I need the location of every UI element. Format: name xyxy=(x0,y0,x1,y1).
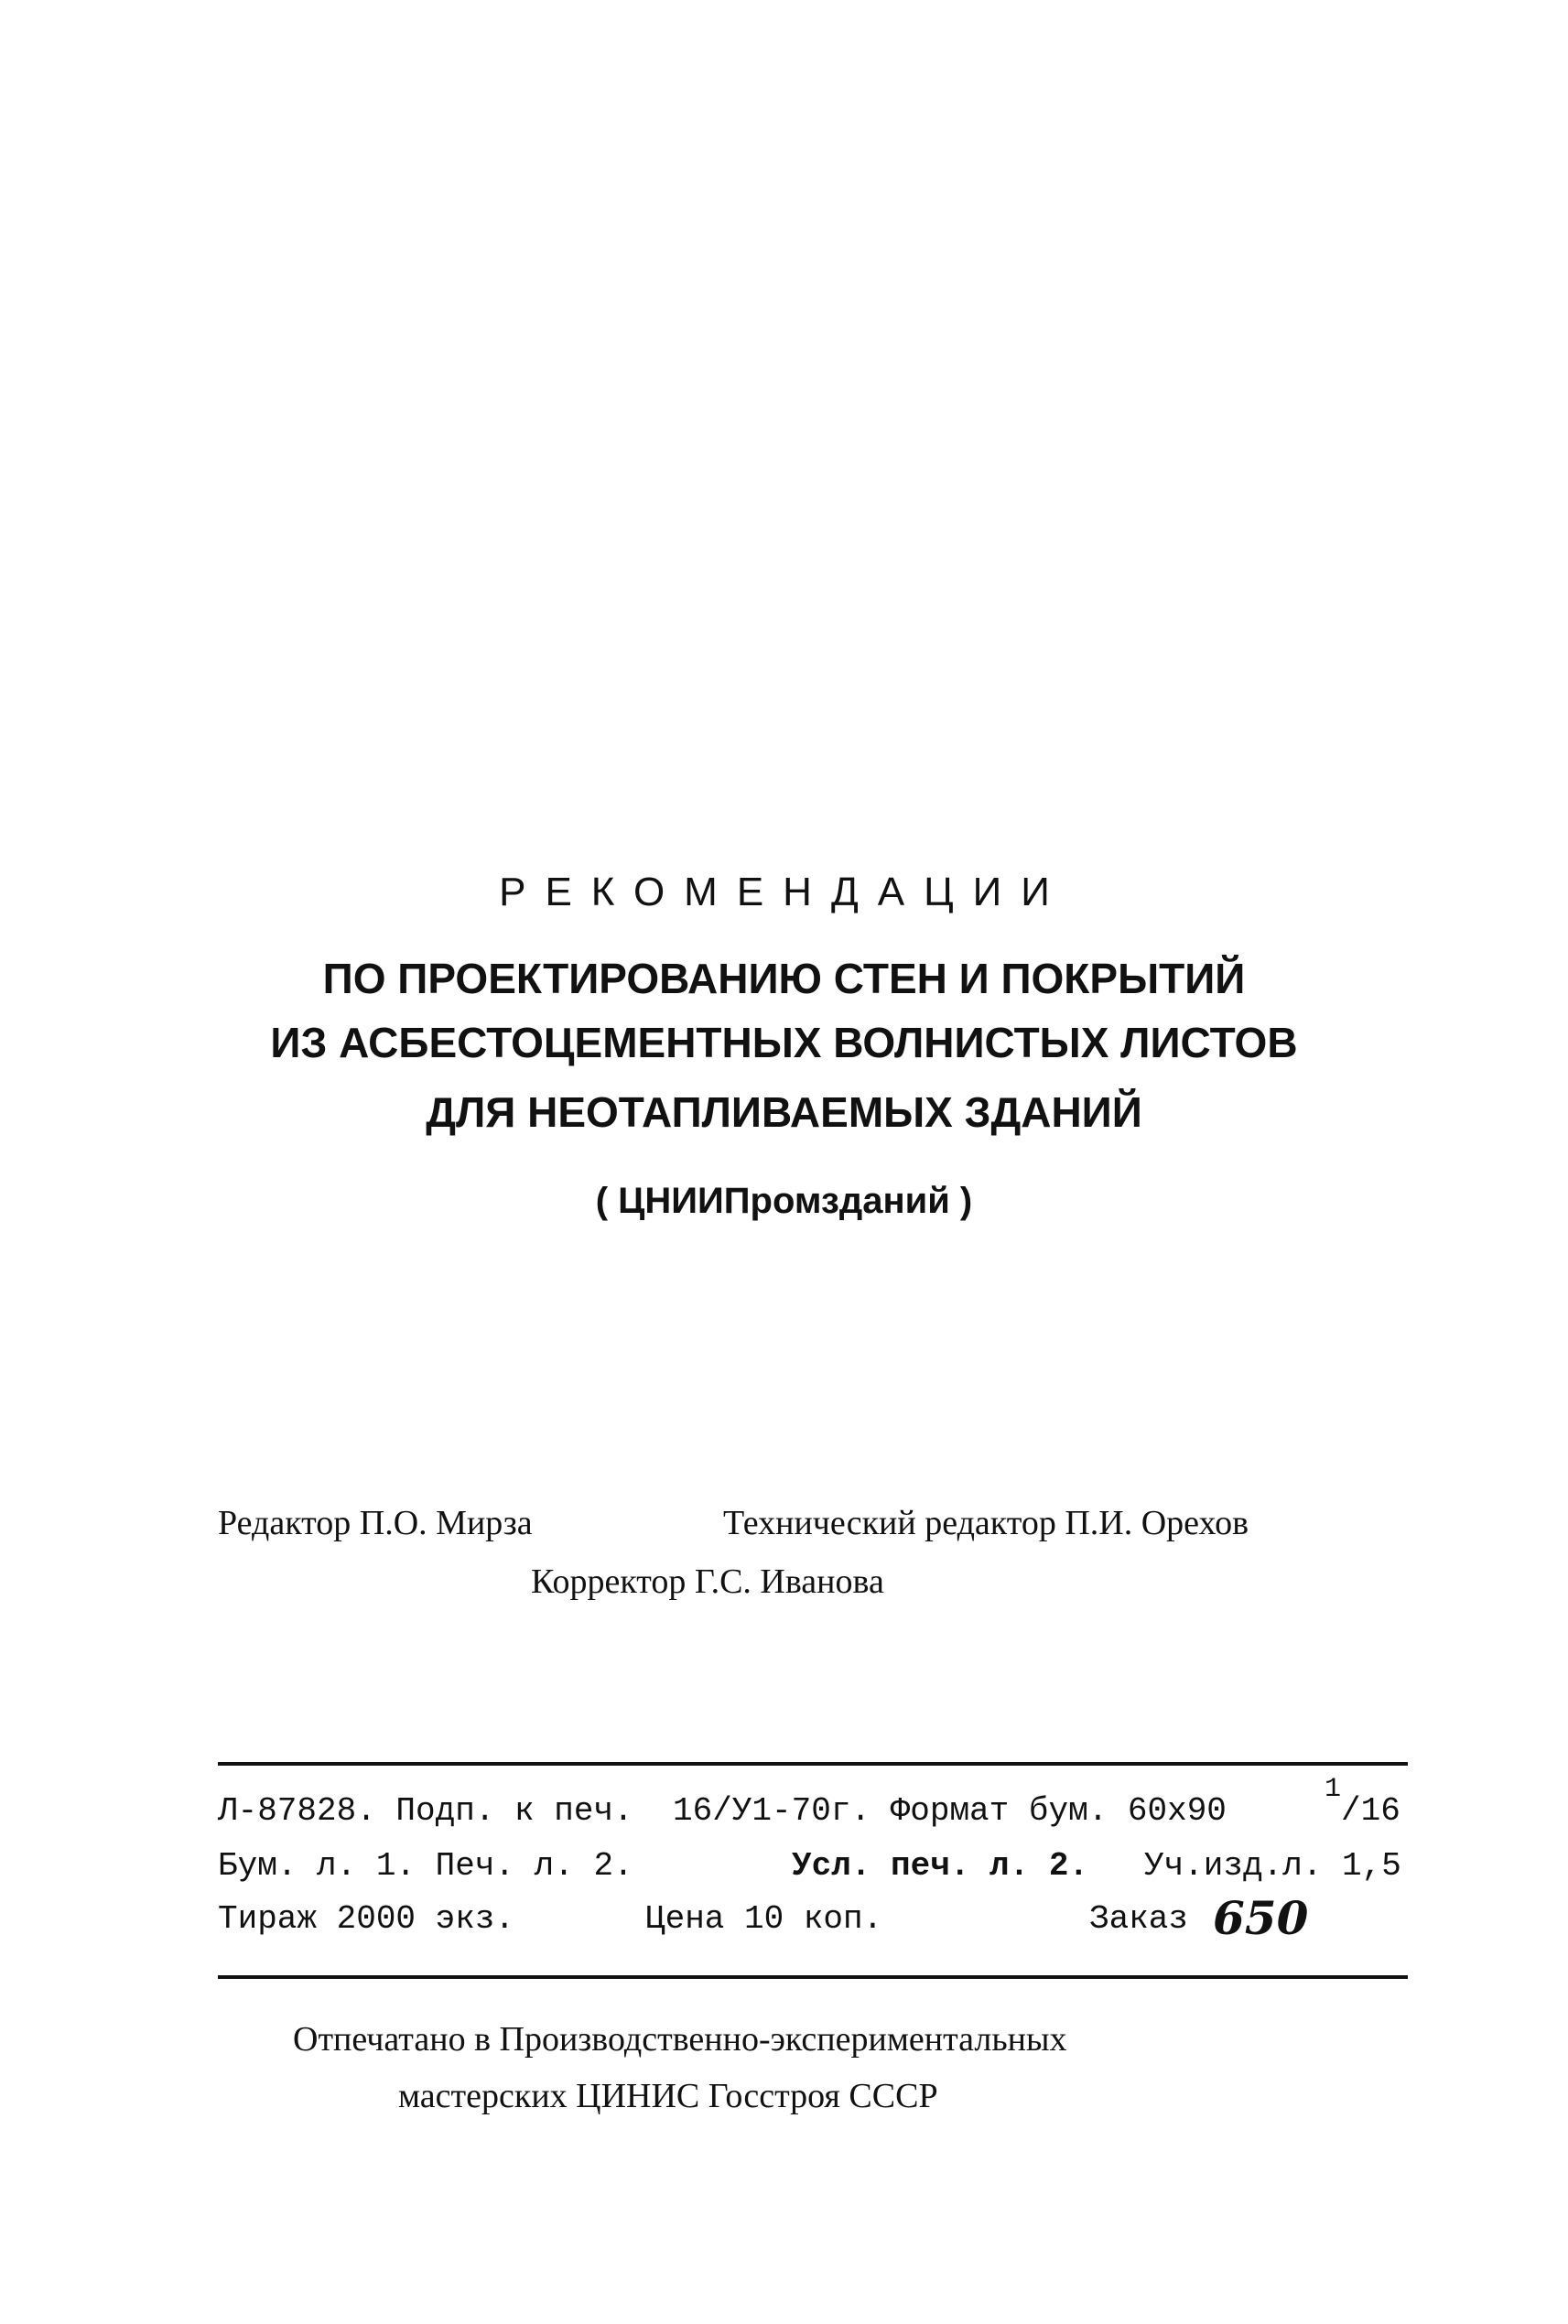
imprint-conventional-sheets: Усл. печ. л. 2. xyxy=(792,1847,1089,1885)
imprint-order-label: Заказ xyxy=(1089,1900,1189,1938)
title-line-2: ИЗ АСБЕСТОЦЕМЕНТНЫХ ВОЛНИСТЫХ ЛИСТОВ xyxy=(270,1019,1298,1066)
tech-editor-credit: Технический редактор П.И. Орехов xyxy=(723,1504,1249,1542)
imprint-sheets: Бум. л. 1. Печ. л. 2. xyxy=(218,1847,633,1885)
document-heading: РЕКОМЕНДАЦИИ xyxy=(499,870,1069,914)
imprint-format: 16/У1-70г. Формат бум. 60х90 xyxy=(673,1792,1227,1830)
printer-line-1: Отпечатано в Производственно-экспериментальных xyxy=(293,2020,1067,2059)
title-line-1: ПО ПРОЕКТИРОВАНИЮ СТЕН И ПОКРЫТИЙ xyxy=(322,955,1246,1002)
imprint-print-run: Тираж 2000 экз. xyxy=(218,1900,515,1938)
imprint-price: Цена 10 коп. xyxy=(645,1900,883,1938)
organization-name: ( ЦНИИПромзданий ) xyxy=(595,1181,973,1221)
imprint-order-number: 650 xyxy=(1213,1891,1309,1945)
printer-line-2: мастерских ЦИНИС Госстроя СССР xyxy=(398,2077,938,2115)
imprint-format-fraction-numerator: 1 xyxy=(1325,1774,1342,1805)
editor-credit: Редактор П.О. Мирза xyxy=(218,1504,533,1542)
imprint-format-fraction-denominator: /16 xyxy=(1341,1792,1400,1830)
divider-top xyxy=(218,1762,1408,1766)
imprint-publishing-sheets: Уч.изд.л. 1,5 xyxy=(1144,1847,1401,1885)
imprint-license: Л-87828. Подп. к печ. xyxy=(218,1792,633,1830)
divider-bottom xyxy=(218,1975,1408,1979)
title-line-3: ДЛЯ НЕОТАПЛИВАЕМЫХ ЗДАНИЙ xyxy=(426,1088,1142,1136)
proofreader-credit: Корректор Г.С. Иванова xyxy=(531,1562,884,1601)
